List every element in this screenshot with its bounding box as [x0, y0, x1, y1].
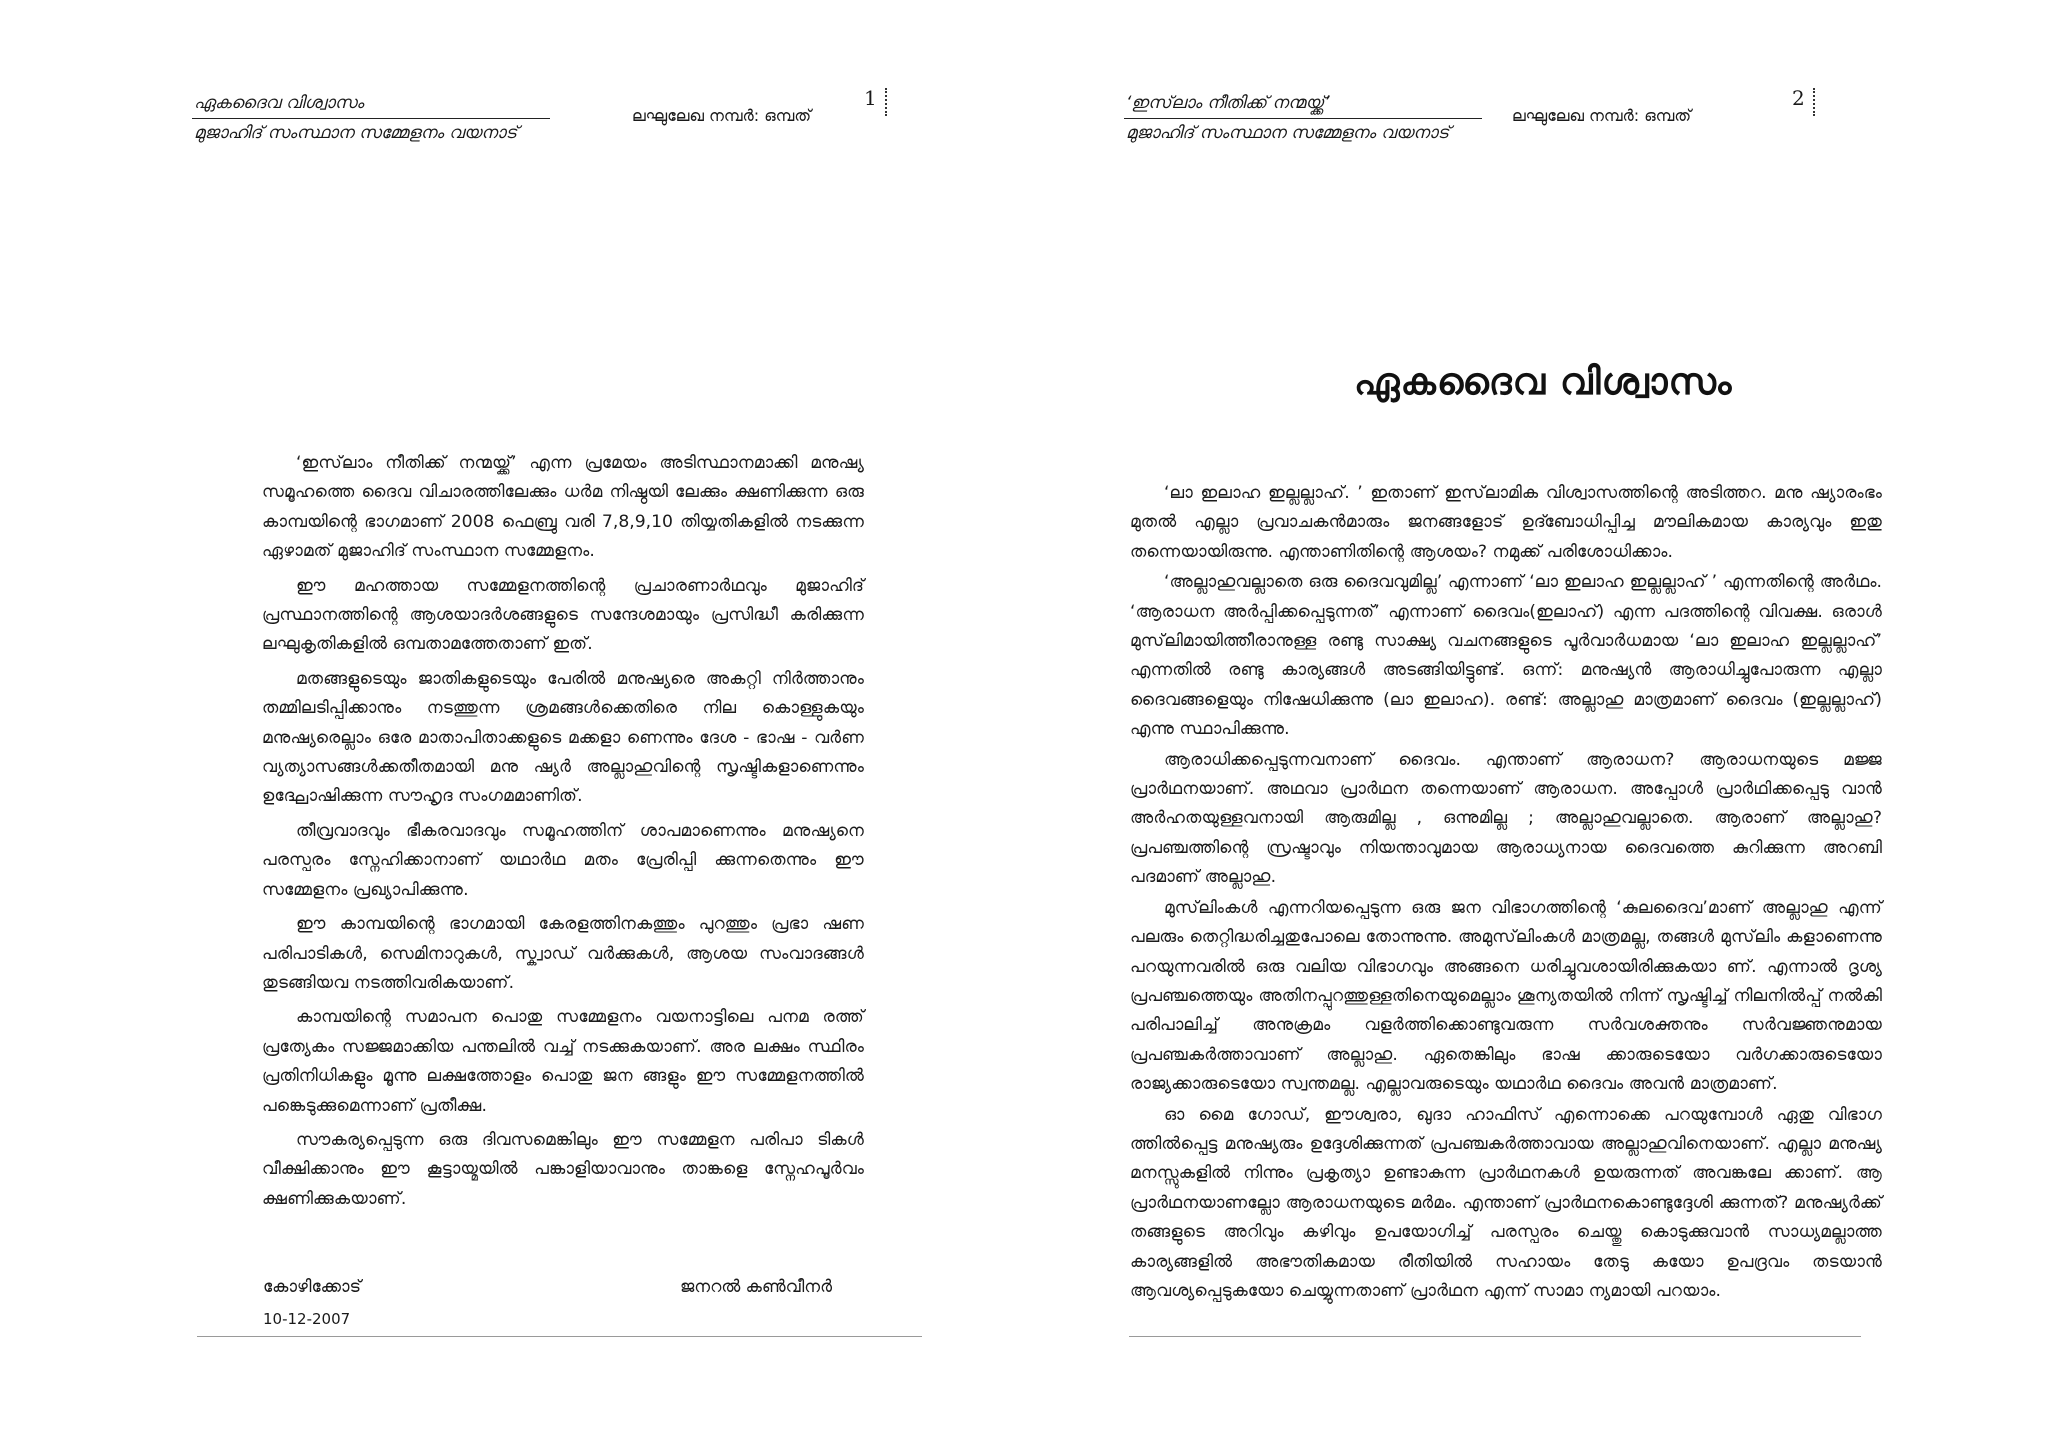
- intro-paragraph: മതങ്ങളുടെയും ജാതികളുടെയും പേരിൽ മനുഷ്യരെ അകറ്റി നിർത്താനും തമ്മിലടിപ്പിക്കാനും നടത്തുന്ന ശ്രമങ്ങൾക്കെതിരെ നില കൊള്ളുകയും മനുഷ്യരെല്ലാം ഒരേ മാതാപിതാക്കളുടെ മക്കളാ ണെന്നും ദേശ - ഭാഷ - വർണ വ്യത്യാസങ്ങൾക്കതീതമായി മനു ഷ്യർ അല്ലാഹുവിന്റെ സൃഷ്ടികളാണെന്നും ഉദ്ഘോഷിക്കുന്ന സൗഹൃദ സംഗമമാണിത്.: [262, 668, 864, 807]
- header-title: ഏകദൈവ വിശ്വാസം: [192, 93, 550, 119]
- article-body: [1130, 479, 1882, 1306]
- intro-paragraph: സൗകര്യപ്പെടുന്ന ഒരു ദിവസമെങ്കിലും ഈ സമ്മേളന പരിപാ ടികൾ വീക്ഷിക്കാനും ഈ കൂട്ടായ്മയിൽ പങ്കാളിയാവാനും താങ്കളെ സ്നേഹപൂർവം ക്ഷണിക്കുകയാണ്.: [262, 1129, 864, 1209]
- bottom-rule: [1129, 1336, 1861, 1337]
- page-number-marker: [885, 88, 887, 116]
- signature-place: കോഴിക്കോട്: [263, 1277, 362, 1297]
- article-paragraph: ആരാധിക്കപ്പെടുന്നവനാണ് ദൈവം. എന്താണ് ആരാധന? ആരാധനയുടെ മജ്ജ പ്രാർഥനയാണ്. അഥവാ പ്രാർഥന തന്നെയാണ് ആരാധന. അപ്പോൾ പ്രാർഥിക്കപ്പെടു വാൻ അർഹതയുള്ളവനായി ആരുമില്ല , ഒന്നുമില്ല ; അല്ലാഹുവല്ലാതെ. ആരാണ് അല്ലാഹു? പ്രപഞ്ചത്തിന്റെ സ്രഷ്ടാവും നിയന്താവുമായ ആരാധ്യനായ ദൈവത്തെ കുറിക്കുന്ന അറബി പദമാണ് അല്ലാഹു.: [1130, 749, 1882, 888]
- leaflet-number: ലഘുലേഖ നമ്പർ: ഒമ്പത്: [1512, 106, 1692, 125]
- article-paragraph: ‘ലാ ഇലാഹ ഇല്ലല്ലാഹ്. ’ ഇതാണ് ഇസ്‌ലാമിക വിശ്വാസത്തിന്റെ അടിത്തറ. മനു ഷ്യാരംഭം മുതൽ എല്ലാ പ്രവാചകൻമാരും ജനങ്ങളോട് ഉദ്ബോധിപ്പിച്ച മൗലികമായ കാര്യവും ഇതു തന്നെയായിരുന്നു. എന്താണിതിന്റെ ആശയം? നമുക്ക് പരിശോധിക്കാം.: [1130, 483, 1882, 562]
- page-number: 2: [1792, 86, 1805, 110]
- intro-paragraph: ഈ കാമ്പയിന്റെ ഭാഗമായി കേരളത്തിനകത്തും പുറത്തും പ്രഭാ ഷണ പരിപാടികൾ, സെമിനാറുകൾ, സ്ക്വാഡ് വർക്കുകൾ, ആശയ സംവാദങ്ങൾ തുടങ്ങിയവ നടത്തിവരികയാണ്.: [262, 914, 864, 993]
- intro-text: [262, 449, 864, 1214]
- signature-date: 10-12-2007: [263, 1310, 351, 1328]
- page-number-marker: [1813, 88, 1815, 116]
- running-header: [192, 93, 550, 144]
- header-subtitle: മുജാഹിദ് സംസ്ഥാന സമ്മേളനം വയനാട്: [1126, 123, 1450, 144]
- signature-role: ജനറൽ കൺവീനർ: [680, 1277, 832, 1297]
- article-paragraph: ‘അല്ലാഹുവല്ലാതെ ഒരു ദൈവവുമില്ല’ എന്നാണ് ‘ലാ ഇലാഹ ഇല്ലല്ലാഹ് ’ എന്നതിന്റെ അർഥം. ‘ആരാധന അർപ്പിക്കപ്പെടുന്നത്’ എന്നാണ് ദൈവം(ഇലാഹ്) എന്ന പദത്തിന്റെ വിവക്ഷ. ഒരാൾ മുസ്‌ലിമായിത്തീരാനുള്ള രണ്ടു സാക്ഷ്യ വചനങ്ങളുടെ പൂർവാർധമായ ‘ലാ ഇലാഹ ഇല്ലല്ലാഹ്’ എന്നതിൽ രണ്ടു കാര്യങ്ങൾ അടങ്ങിയിട്ടുണ്ട്. ഒന്ന്: മനുഷ്യൻ ആരാധിച്ചുപോരുന്ന എല്ലാ ദൈവങ്ങളെയും നിഷേധിക്കുന്നു (ലാ ഇലാഹ). രണ്ട്: അല്ലാഹു മാത്രമാണ് ദൈവം (ഇല്ലല്ലാഹ്) എന്നു സ്ഥാപിക്കുന്നു.: [1130, 572, 1882, 740]
- intro-paragraph: കാമ്പയിന്റെ സമാപന പൊതു സമ്മേളനം വയനാട്ടിലെ പനമ രത്ത് പ്രത്യേകം സജ്ജമാക്കിയ പന്തലിൽ വച്ച് നടക്കുകയാണ്. അര ലക്ഷം സ്ഥിരം പ്രതിനിധികളും മൂന്നു ലക്ഷത്തോളം പൊതു ജന ങ്ങളും ഈ സമ്മേളനത്തിൽ പങ്കെടുക്കുമെന്നാണ് പ്രതീക്ഷ.: [262, 1007, 864, 1116]
- header-title: ‘ഇസ്‌ലാം നീതിക്ക് നന്മയ്ക്ക്’: [1124, 93, 1482, 119]
- article-paragraph: മുസ്‌ലിംകൾ എന്നറിയപ്പെടുന്ന ഒരു ജന വിഭാഗത്തിന്റെ ‘കുലദൈവ’മാണ് അല്ലാഹു എന്ന് പലരും തെറ്റിദ്ധരിച്ചതുപോലെ തോന്നുന്നു. അമുസ്‌ലിംകൾ മാത്രമല്ല, തങ്ങൾ മുസ്‌ലിം കളാണെന്നു പറയുന്നവരിൽ ഒരു വലിയ വിഭാഗവും അങ്ങനെ ധരിച്ചുവശായിരിക്കുകയാ ണ്. എന്നാൽ ദൃശ്യ പ്രപഞ്ചത്തെയും അതിനപ്പുറത്തുള്ളതിനെയുമെല്ലാം ശൂന്യതയിൽ നിന്ന് സൃഷ്ടിച്ച് നിലനിൽപ്പ് നൽകി പരിപാലിച്ച് അനുക്രമം വളർത്തിക്കൊണ്ടുവരുന്ന സർവശക്തനും സർവജ്ഞനുമായ പ്രപഞ്ചകർത്താവാണ് അല്ലാഹു. ഏതെങ്കിലും ഭാഷ ക്കാരുടെയോ വർഗക്കാരുടെയോ രാജ്യക്കാരുടെയോ സ്വന്തമല്ല. എല്ലാവരുടെയും യഥാർഥ ദൈവം അവൻ മാത്രമാണ്.: [1130, 897, 1882, 1095]
- intro-paragraph: ‘ഇസ്‌ലാം നീതിക്ക് നന്മയ്ക്ക്’ എന്ന പ്രമേയം അടിസ്ഥാനമാക്കി മനുഷ്യ സമൂഹത്തെ ദൈവ വിചാരത്തിലേക്കും ധർമ നിഷ്ഠയി ലേക്കും ക്ഷണിക്കുന്ന ഒരു കാമ്പയിന്റെ ഭാഗമാണ് 2008 ഫെബ്രു വരി 7,8,9,10 തിയ്യതികളിൽ നടക്കുന്ന ഏഴാമത് മുജാഹിദ് സംസ്ഥാന സമ്മേളനം.: [262, 453, 864, 562]
- page-number: 1: [864, 86, 877, 110]
- article-paragraph: ഓ മൈ ഗോഡ്, ഈശ്വരാ, ഖുദാ ഹാഫിസ് എന്നൊക്കെ പറയുമ്പോൾ ഏതു വിഭാഗ ത്തിൽപ്പെട്ട മനുഷ്യരും ഉദ്ദേശിക്കുന്നത് പ്രപഞ്ചകർത്താവായ അല്ലാഹുവിനെയാണ്. എല്ലാ മനുഷ്യ മനസ്സുകളിൽ നിന്നും പ്രകൃത്യാ ഉണ്ടാകുന്ന പ്രാർഥനകൾ ഉയരുന്നത് അവങ്കലേ ക്കാണ്. ആ പ്രാർഥനയാണല്ലോ ആരാധനയുടെ മർമം. എന്താണ് പ്രാർഥനകൊണ്ടുദ്ദേശി ക്കുന്നത്? മനുഷ്യർക്ക് തങ്ങളുടെ അറിവും കഴിവും ഉപയോഗിച്ച് പരസ്പരം ചെയ്തു കൊടുക്കുവാൻ സാധ്യമല്ലാത്ത കാര്യങ്ങളിൽ അഭൗതികമായ രീതിയിൽ സഹായം തേടു കയോ ഉപദ്രവം തടയാൻ ആവശ്യപ്പെടുകയോ ചെയ്യുന്നതാണ് പ്രാർഥന എന്ന് സാമാ ന്യമായി പറയാം.: [1130, 1104, 1882, 1301]
- article-title: ഏകദൈവ വിശ്വാസം: [1354, 360, 1733, 403]
- header-subtitle: മുജാഹിദ് സംസ്ഥാന സമ്മേളനം വയനാട്: [194, 123, 518, 144]
- bottom-rule: [197, 1336, 922, 1337]
- intro-paragraph: ഈ മഹത്തായ സമ്മേളനത്തിന്റെ പ്രചാരണാർഥവും മുജാഹിദ് പ്രസ്ഥാനത്തിന്റെ ആശയാദർശങ്ങളുടെ സന്ദേശമായും പ്രസിദ്ധീ കരിക്കുന്ന ലഘുകൃതികളിൽ ഒമ്പതാമത്തേതാണ് ഇത്.: [262, 575, 864, 655]
- intro-paragraph: തീവ്രവാദവും ഭീകരവാദവും സമൂഹത്തിന് ശാപമാണെന്നും മനുഷ്യനെ പരസ്പരം സ്നേഹിക്കാനാണ് യഥാർഥ മതം പ്രേരിപ്പി ക്കുന്നതെന്നും ഈ സമ്മേളനം പ്രഖ്യാപിക്കുന്നു.: [262, 820, 864, 900]
- leaflet-number: ലഘുലേഖ നമ്പർ: ഒമ്പത്: [632, 106, 812, 125]
- right-page: [1024, 0, 2048, 1447]
- running-header: [1124, 93, 1482, 144]
